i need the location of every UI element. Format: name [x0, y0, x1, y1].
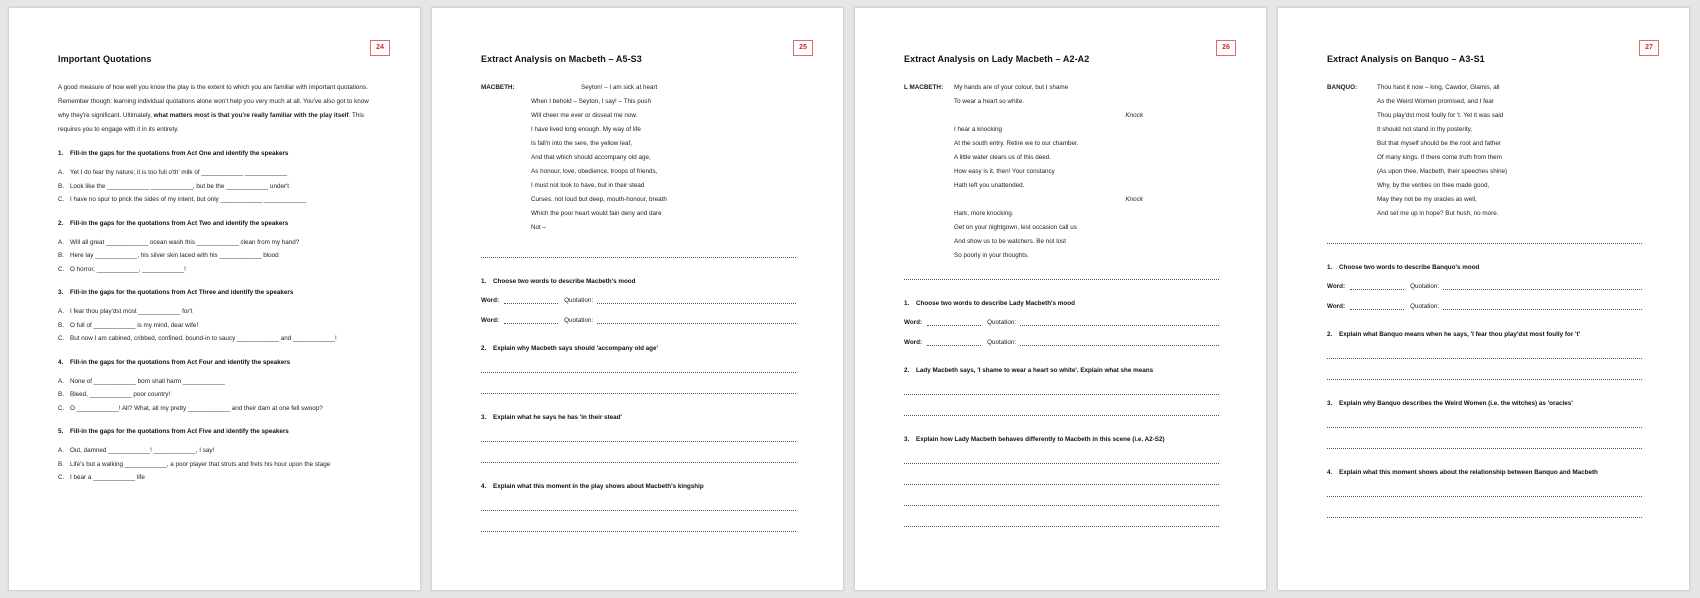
- extract-line: Thou play'dst most foully for 't. Yet it was said: [1377, 112, 1504, 119]
- answer-line[interactable]: [904, 505, 1219, 506]
- answer-line[interactable]: [1327, 379, 1642, 380]
- divider-line: [1327, 243, 1642, 244]
- extract-line: May they not be my oracles as well,: [1377, 196, 1477, 203]
- extract-line: But that myself should be the root and father: [1377, 140, 1501, 147]
- question-text: Choose two words to describe Banquo's mood: [1339, 264, 1480, 271]
- word-label: Word:: [904, 339, 923, 346]
- question-number: 4.: [1327, 469, 1333, 476]
- quotation-answer-line[interactable]: [1020, 325, 1219, 326]
- word-answer-line[interactable]: [927, 325, 981, 326]
- section-heading-text: Fill-in the gaps for the quotations from Act Two and identify the speakers: [70, 219, 289, 227]
- stage-direction: Knock: [1125, 112, 1143, 119]
- speaker-label: L MACBETH:: [904, 84, 944, 91]
- question-text: Explain what he says he has 'in their stead': [493, 414, 622, 421]
- page-number: 27: [1639, 40, 1659, 56]
- word-quotation-row[interactable]: [904, 318, 1219, 327]
- question-3: [1327, 400, 1640, 407]
- quotation-item: [58, 236, 371, 250]
- extract-line: I hear a knocking: [954, 126, 1002, 133]
- question-text: Explain why Banquo describes the Weird Women (i.e. the witches) as 'oracles': [1339, 400, 1573, 407]
- question-number: 4.: [481, 483, 487, 490]
- extract-line: Which the poor heart would fain deny and dare: [531, 210, 662, 217]
- word-answer-line[interactable]: [1350, 309, 1404, 310]
- quotation-answer-line[interactable]: [597, 323, 796, 324]
- quotation-sections: [58, 150, 371, 485]
- item-text: Look like the ____________ ____________, but be the ____________ under't: [70, 182, 289, 190]
- divider-line: [904, 279, 1219, 280]
- page-number: 26: [1216, 40, 1236, 56]
- question-number: 3.: [481, 414, 487, 421]
- page-title: Extract Analysis on Banquo – A3-S1: [1327, 54, 1485, 64]
- quotation-item: [58, 305, 371, 319]
- word-quotation-row[interactable]: [904, 338, 1219, 347]
- section-heading-text: Fill-in the gaps for the quotations from Act Three and identify the speakers: [70, 289, 294, 296]
- quotation-list: [58, 236, 371, 277]
- question-2: [481, 345, 794, 352]
- speaker-label: MACBETH:: [481, 84, 515, 91]
- quotation-item: [58, 458, 371, 472]
- answer-line[interactable]: [481, 372, 796, 373]
- item-letter: A.: [58, 377, 64, 385]
- question-text: Explain what Banquo means when he says, 'I fear thou play'dst most foully for 't': [1339, 331, 1581, 338]
- question-text: Lady Macbeth says, 'I shame to wear a heart so white'. Explain what she means: [916, 367, 1154, 374]
- answer-line[interactable]: [1327, 496, 1642, 497]
- section-heading-text: Fill-in the gaps for the quotations from Act Five and identify the speakers: [70, 428, 289, 435]
- answer-line[interactable]: [481, 531, 796, 532]
- quotation-answer-line[interactable]: [1443, 309, 1642, 310]
- quotation-item: [58, 193, 371, 207]
- item-text: Bleed, ____________ poor country!: [70, 391, 171, 398]
- quotation-item: [58, 444, 371, 458]
- answer-line[interactable]: [1327, 427, 1642, 428]
- intro-paragraph: [58, 81, 371, 137]
- question-text: Explain why Macbeth says should 'accompany old age': [493, 345, 659, 352]
- item-text: Here lay ____________, his silver skin laced with his ____________ blood: [70, 252, 279, 259]
- quotation-item: [58, 180, 371, 194]
- question-number: 3.: [1327, 400, 1333, 407]
- answer-line[interactable]: [481, 393, 796, 394]
- question-text: Explain what this moment in the play shows about Macbeth's kingship: [493, 483, 704, 490]
- extract-line: At the south entry. Retire we to our chamber.: [954, 140, 1079, 147]
- intro-text: A good measure of how well you know the play is the extent to which you are familiar with important quotations. Remember though: learning individual quotations alone won't help you very much at all. You've also got to know why they're significant. Ultimately,: [58, 84, 369, 119]
- question-number: 1.: [904, 300, 910, 307]
- word-label: Word:: [904, 319, 923, 326]
- quotation-item: [58, 263, 371, 277]
- extract-line: How easy is it, then! Your constancy: [954, 168, 1055, 175]
- item-letter: A.: [58, 447, 64, 454]
- item-text: I have no spur to prick the sides of my intent, but only ____________ ____________: [70, 196, 307, 203]
- item-letter: C.: [58, 265, 65, 273]
- item-text: I bear a ____________ life: [70, 474, 145, 481]
- quotation-answer-line[interactable]: [1443, 289, 1642, 290]
- extract-line: Curses, not loud but deep, mouth-honour, breath: [531, 196, 667, 203]
- item-text: None of ____________ born shall harm ____________: [70, 377, 225, 385]
- quotation-item: [58, 471, 371, 485]
- section-heading-text: Fill-in the gaps for the quotations from Act One and identify the speakers: [70, 150, 289, 157]
- quotation-label: Quotation:: [1410, 283, 1440, 290]
- word-answer-line[interactable]: [927, 345, 981, 346]
- extract-line: As the Weird Women promised, and I fear: [1377, 98, 1495, 105]
- word-label: Word:: [481, 317, 500, 324]
- section-number: 2.: [58, 219, 64, 227]
- extract-line: And set me up in hope? But hush, no more.: [1377, 210, 1499, 217]
- question-4: [1327, 469, 1640, 476]
- answer-line[interactable]: [481, 510, 796, 511]
- answer-line[interactable]: [1327, 358, 1642, 359]
- word-quotation-row[interactable]: [1327, 302, 1642, 311]
- extract-line: So poorly in your thoughts.: [954, 252, 1029, 259]
- extract-line: And show us to be watchers. Be not lost: [954, 238, 1067, 245]
- question-1: [904, 300, 1217, 307]
- item-text: Life's but a walking ____________, a poor player that struts and frets his hour upon the stage: [70, 460, 331, 468]
- item-letter: C.: [58, 404, 65, 412]
- question-number: 3.: [904, 436, 910, 443]
- extract-line: (As upon thee, Macbeth, their speeches shine): [1377, 168, 1508, 175]
- item-letter: B.: [58, 252, 64, 259]
- extract: [904, 81, 1217, 263]
- section-number: 1.: [58, 150, 64, 157]
- item-letter: A.: [58, 169, 64, 176]
- quotation-item: [58, 319, 371, 333]
- page-title: Extract Analysis on Lady Macbeth – A2-A2: [904, 54, 1090, 64]
- extract-line: Thou hast it now – king, Cawdor, Glamis, all: [1377, 84, 1500, 91]
- extract-line: Seyton! – I am sick at heart: [581, 84, 658, 91]
- page-number: 25: [793, 40, 813, 56]
- extract: [1327, 81, 1640, 221]
- section-number: 4.: [58, 358, 64, 366]
- item-letter: B.: [58, 321, 64, 329]
- item-text: But now I am cabined, cribbed, confined, bound-in to saucy ____________ and ____________!: [70, 335, 337, 342]
- section-number: 5.: [58, 428, 64, 435]
- item-letter: A.: [58, 308, 64, 315]
- quotation-item: [58, 332, 371, 346]
- question-4: [481, 483, 794, 490]
- section-number: 3.: [58, 289, 64, 296]
- word-label: Word:: [1327, 283, 1346, 290]
- quotation-answer-line[interactable]: [597, 303, 796, 304]
- answer-line[interactable]: [904, 484, 1219, 485]
- extract-lines: [1377, 81, 1640, 221]
- question-number: 1.: [481, 278, 487, 285]
- question-2: [904, 367, 1217, 374]
- quotation-answer-line[interactable]: [1020, 345, 1219, 346]
- answer-line[interactable]: [481, 462, 796, 463]
- extract-line: I have lived long enough. My way of life: [531, 126, 641, 133]
- word-label: Word:: [481, 297, 500, 304]
- quotation-item: [58, 249, 371, 263]
- quotation-list: [58, 444, 371, 485]
- question-text: Choose two words to describe Macbeth's mood: [493, 278, 636, 285]
- page-24: [8, 7, 421, 591]
- answer-line[interactable]: [904, 394, 1219, 395]
- quotation-label: Quotation:: [564, 297, 594, 304]
- divider-line: [481, 257, 796, 258]
- extract: [481, 81, 794, 235]
- answer-line[interactable]: [1327, 517, 1642, 518]
- answer-line[interactable]: [904, 463, 1219, 464]
- question-text: Explain how Lady Macbeth behaves differently to Macbeth in this scene (i.e. A2-S2): [916, 436, 1165, 443]
- extract-line: Why, by the verities on thee made good,: [1377, 182, 1490, 189]
- section-heading: [58, 220, 371, 227]
- extract-line: And that which should accompany old age,: [531, 154, 651, 161]
- page-25: [431, 7, 844, 591]
- item-letter: C.: [58, 335, 65, 342]
- stage-direction: Knock: [1125, 196, 1143, 203]
- question-text: Choose two words to describe Lady Macbeth's mood: [916, 300, 1075, 307]
- item-text: O ____________! All? What, all my pretty ____________ and their dam at one fell swoop?: [70, 404, 323, 412]
- answer-line[interactable]: [481, 441, 796, 442]
- answer-line[interactable]: [904, 415, 1219, 416]
- quotation-list: [58, 166, 371, 207]
- section-heading: [58, 289, 371, 296]
- extract-line: Not –: [531, 224, 547, 231]
- quotation-list: [58, 375, 371, 416]
- item-text: I fear thou play'dst most ____________ for't: [70, 308, 193, 315]
- speaker-label: BANQUO:: [1327, 84, 1358, 91]
- page-title: Important Quotations: [58, 54, 152, 64]
- section-heading: [58, 150, 371, 157]
- word-quotation-row[interactable]: [481, 296, 796, 305]
- word-answer-line[interactable]: [504, 303, 558, 304]
- item-letter: C.: [58, 474, 65, 481]
- quotation-label: Quotation:: [987, 319, 1017, 326]
- page-26: [854, 7, 1267, 591]
- item-text: O horror, ____________, ____________!: [70, 265, 186, 273]
- extract-line: It should not stand in thy posterity,: [1377, 126, 1473, 133]
- section-heading-text: Fill-in the gaps for the quotations from Act Four and identify the speakers: [70, 358, 291, 366]
- item-letter: B.: [58, 391, 64, 398]
- extract-line: A little water clears us of this deed.: [954, 154, 1051, 161]
- answer-line[interactable]: [1327, 448, 1642, 449]
- quotation-item: [58, 388, 371, 402]
- extract-lines: [954, 81, 1217, 263]
- question-number: 1.: [1327, 264, 1333, 271]
- question-number: 2.: [904, 367, 910, 374]
- quotation-label: Quotation:: [987, 339, 1017, 346]
- item-text: Will all great ____________ ocean wash this ____________ clean from my hand?: [70, 238, 300, 246]
- quotation-item: [58, 375, 371, 389]
- question-text: Explain what this moment shows about the relationship between Banquo and Macbeth: [1339, 469, 1598, 476]
- quotation-list: [58, 305, 371, 346]
- item-text: Out, damned ____________! ____________, I say!: [70, 447, 215, 454]
- answer-line[interactable]: [904, 526, 1219, 527]
- extract-line: I must not look to have, but in their stead: [531, 182, 645, 189]
- item-letter: B.: [58, 460, 64, 468]
- question-number: 2.: [1327, 331, 1333, 338]
- extract-line: Hark, more knocking.: [954, 210, 1014, 217]
- extract-line: My hands are of your colour, but I shame: [954, 84, 1069, 91]
- extract-line: As honour, love, obedience, troops of friends,: [531, 168, 658, 175]
- item-letter: B.: [58, 182, 64, 190]
- item-text: Yet I do fear thy nature; it is too full o'th' milk of ____________ ____________: [70, 169, 288, 176]
- question-2: [1327, 331, 1640, 338]
- quotation-item: [58, 166, 371, 180]
- extract-line: To wear a heart so white.: [954, 98, 1025, 105]
- extract-line: Will cheer me ever or disseat me now.: [531, 112, 638, 119]
- extract-line: When I behold – Seyton, I say! – This push: [531, 98, 651, 105]
- page-title: Extract Analysis on Macbeth – A5-S3: [481, 54, 642, 64]
- item-letter: C.: [58, 196, 65, 203]
- question-3: [481, 414, 794, 421]
- question-number: 2.: [481, 345, 487, 352]
- word-quotation-row[interactable]: [1327, 282, 1642, 291]
- word-answer-line[interactable]: [504, 323, 558, 324]
- word-quotation-row[interactable]: [481, 316, 796, 325]
- section-heading: [58, 359, 371, 366]
- question-3: [904, 436, 1217, 443]
- quotation-label: Quotation:: [1410, 303, 1440, 310]
- extract-line: Hath left you unattended.: [954, 182, 1025, 189]
- page-number: 24: [370, 40, 390, 56]
- intro-text-end: . This requires you to engage with it in its entirety.: [58, 112, 364, 133]
- quotation-label: Quotation:: [564, 317, 594, 324]
- word-answer-line[interactable]: [1350, 289, 1404, 290]
- intro-bold-text: what matters most is that you're really familiar with the play itself: [153, 112, 349, 119]
- extract-line: Is fall'n into the sere, the yellow leaf,: [531, 140, 632, 147]
- question-1: [481, 278, 794, 285]
- extract-line: Of many kings. If there come truth from them: [1377, 154, 1502, 161]
- item-letter: A.: [58, 238, 64, 246]
- page-27: [1277, 7, 1690, 591]
- extract-lines: [531, 81, 794, 235]
- question-1: [1327, 264, 1640, 271]
- item-text: O full of ____________ is my mind, dear wife!: [70, 321, 199, 329]
- extract-line: Get on your nightgown, lest occasion call us: [954, 224, 1077, 231]
- word-label: Word:: [1327, 303, 1346, 310]
- quotation-item: [58, 402, 371, 416]
- section-heading: [58, 428, 371, 435]
